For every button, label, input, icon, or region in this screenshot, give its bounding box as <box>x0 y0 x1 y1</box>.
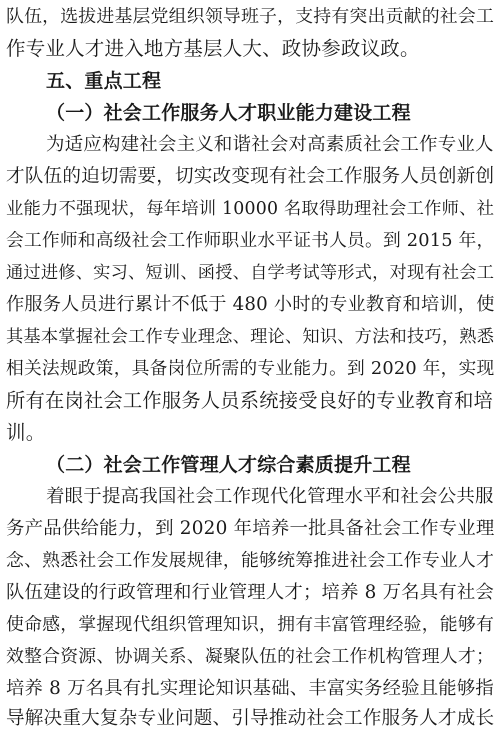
paragraph-line: 通过进修、实习、短训、函授、自学考试等形式，对现有社会工 <box>6 263 495 283</box>
paragraph-line: 其基本掌握社会工作专业理念、理论、知识、方法和技巧，熟悉 <box>6 327 495 347</box>
paragraph-line: 训。 <box>6 421 46 444</box>
paragraph-line: 导解决重大复杂专业问题、引导推动社会工作服务人才成长 <box>6 708 495 729</box>
paragraph-line: 效整合资源、协调关系、凝聚队伍的社会工作机构管理人才； <box>6 646 495 667</box>
paragraph-line: 队伍建设的行政管理和行业管理人才；培养 8 万名具有社会 <box>6 582 494 603</box>
subsection-heading: （一）社会工作服务人才职业能力建设工程 <box>46 102 411 124</box>
paragraph-line: 作服务人员进行累计不低于 480 小时的专业教育和培训，使 <box>6 294 495 315</box>
subsection-heading: （二）社会工作管理人才综合素质提升工程 <box>46 454 411 476</box>
paragraph-line: 为适应构建社会主义和谐社会对高素质社会工作专业人 <box>46 134 494 155</box>
paragraph-line: 培养 8 万名具有扎实理论知识基础、丰富实务经验且能够指 <box>6 678 494 699</box>
paragraph-line: 念、熟悉社会工作发展规律，能够统筹推进社会工作专业人才 <box>6 550 495 571</box>
paragraph-line: 使命感，掌握现代组织管理知识，拥有丰富管理经验，能够有 <box>6 614 495 635</box>
document-page <box>6 0 495 729</box>
paragraph-line: 务产品供给能力，到 2020 年培养一批具备社会工作专业理 <box>6 518 495 539</box>
paragraph-line: 相关法规政策，具备岗位所需的专业能力。到 2020 年，实现 <box>6 359 495 379</box>
paragraph-line: 队伍，选拔进基层党组织领导班子，支持有突出贡献的社会工 <box>6 6 495 27</box>
paragraph-line: 业能力不强现状，每年培训 10000 名取得助理社会工作师、社 <box>6 199 495 219</box>
paragraph-line: 作专业人才进入地方基层人大、政协参政议政。 <box>6 37 420 60</box>
paragraph-line: 所有在岗社会工作服务人员系统接受良好的专业教育和培 <box>6 389 494 412</box>
paragraph-line: 会工作师和高级社会工作师职业水平证书人员。到 2015 年， <box>6 231 495 251</box>
section-heading: 五、重点工程 <box>46 70 162 92</box>
paragraph-line: 着眼于提高我国社会工作现代化管理水平和社会公共服 <box>46 486 494 507</box>
paragraph-line: 才队伍的迫切需要，切实改变现有社会工作服务人员创新创 <box>6 166 495 187</box>
